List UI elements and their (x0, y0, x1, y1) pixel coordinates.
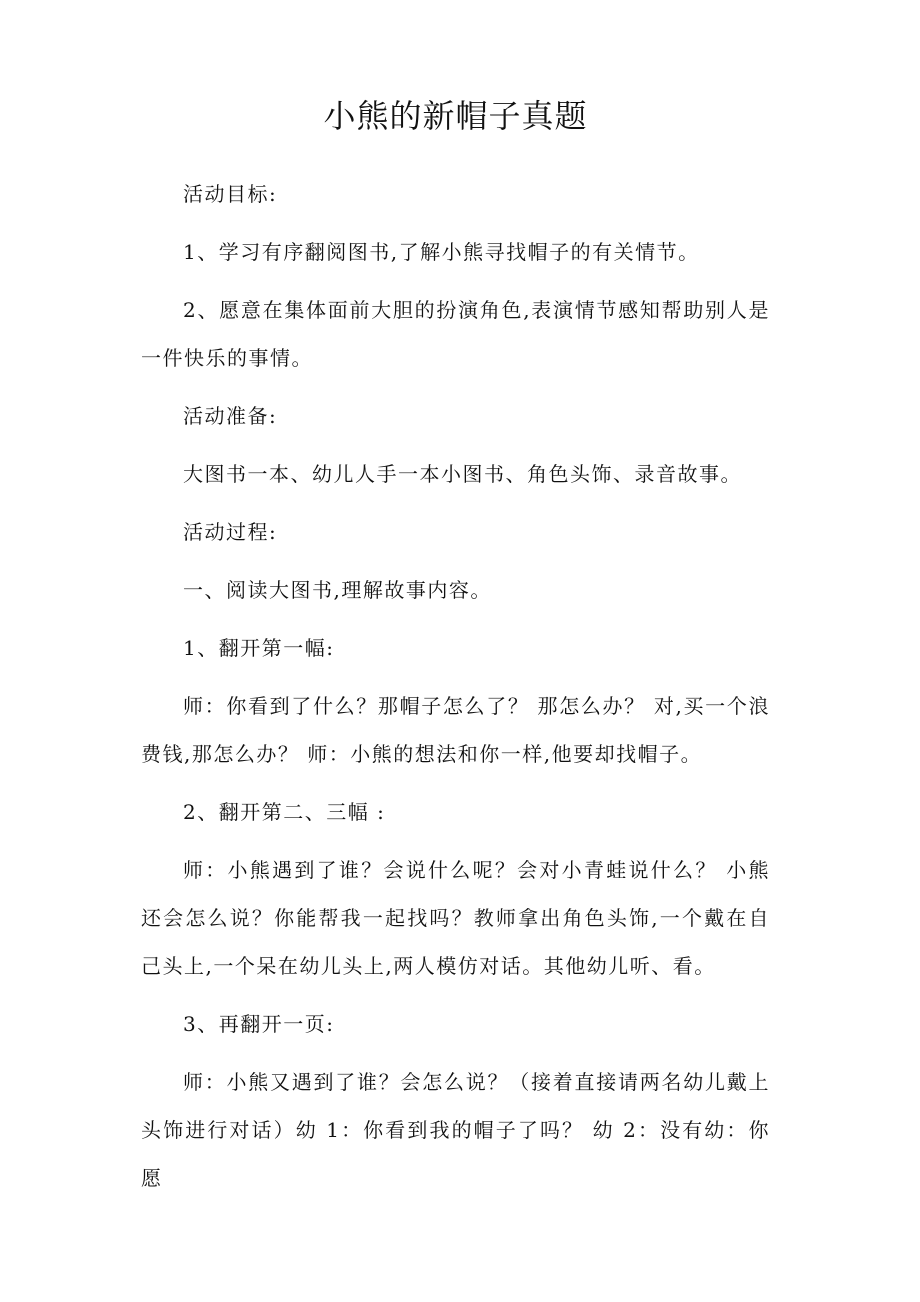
document-title: 小熊的新帽子真题 (323, 97, 588, 135)
paragraph-dialogue-2: 师：小熊遇到了谁？会说什么呢？会对小青蛙说什么？ 小熊还会怎么说？你能帮我一起找吗？教师拿出角色头饰,一个戴在自己头上,一个呆在幼儿头上,两人模仿对话。其他幼儿听、看。 (141, 858, 770, 978)
paragraph-dialogue-3: 师：小熊又遇到了谁？会怎么说？（接着直接请两名幼儿戴上头饰进行对话）幼 1：你看到我的帽子了吗？ 幼 2：没有幼：你愿 (141, 1070, 770, 1190)
paragraph-page-next: 3、再翻开一页: (183, 1012, 335, 1036)
paragraph-prep-heading: 活动准备: (183, 404, 278, 428)
paragraph-goal-1: 1、学习有序翻阅图书,了解小熊寻找帽子的有关情节。 (183, 240, 700, 264)
document-body (141, 170, 770, 1202)
paragraph-page-2-3: 2、翻开第二、三幅 : (183, 800, 386, 824)
paragraph-page-1: 1、翻开第一幅: (183, 636, 335, 660)
paragraph-process-heading: 活动过程: (183, 520, 278, 544)
paragraph-step-1: 一、阅读大图书,理解故事内容。 (183, 578, 492, 602)
paragraph-goal-2: 2、愿意在集体面前大胆的扮演角色,表演情节感知帮助别人是一件快乐的事情。 (141, 298, 770, 370)
paragraph-goal-heading: 活动目标: (183, 182, 278, 206)
paragraph-dialogue-1: 师：你看到了什么？那帽子怎么了？ 那怎么办？ 对,买一个浪费钱,那怎么办？ 师：小熊的想法和你一样,他要却找帽子。 (141, 694, 770, 766)
paragraph-prep-items: 大图书一本、幼儿人手一本小图书、角色头饰、录音故事。 (183, 462, 742, 486)
